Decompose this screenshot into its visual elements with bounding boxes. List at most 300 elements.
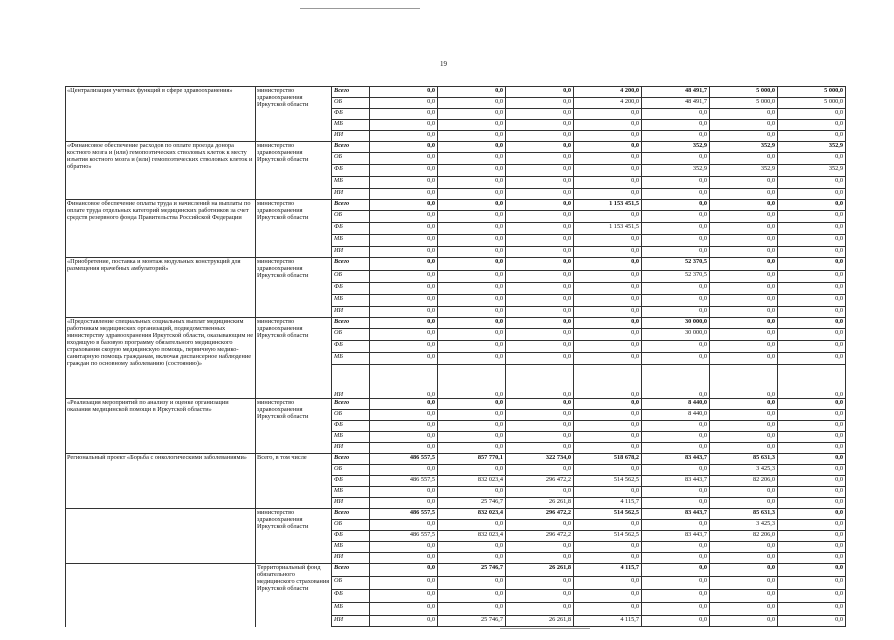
amount-cell: 0,0 [778, 432, 846, 443]
amount-cell: 0,0 [506, 283, 574, 295]
amount-cell: 0,0 [710, 353, 778, 365]
amount-cell: 0,0 [778, 365, 846, 399]
amount-cell: 0,0 [710, 487, 778, 498]
amount-cell: 82 206,0 [710, 531, 778, 542]
amount-cell: 0,0 [574, 443, 642, 454]
amount-cell: 0,0 [778, 553, 846, 564]
amount-cell: 296 472,2 [506, 531, 574, 542]
funding-source-cell: Всего [332, 318, 370, 329]
amount-cell: 0,0 [642, 590, 710, 603]
amount-cell: 0,0 [370, 318, 438, 329]
amount-cell: 0,0 [778, 564, 846, 577]
amount-cell: 0,0 [370, 603, 438, 616]
amount-cell: 0,0 [574, 410, 642, 421]
amount-cell: 352,9 [710, 142, 778, 153]
amount-cell: 832 023,4 [438, 509, 506, 520]
measure-description: Финансовое обеспечение оплаты труда и начислений на выплаты по оплате труда отдельных категорий медицинских работников за счет средств резервного фонда Правительства Российской Федерации [66, 200, 256, 258]
amount-cell: 0,0 [574, 307, 642, 318]
amount-cell: 52 370,5 [642, 271, 710, 283]
amount-cell: 0,0 [506, 189, 574, 200]
amount-cell: 82 206,0 [710, 476, 778, 487]
amount-cell: 25 746,7 [438, 616, 506, 627]
amount-cell: 832 023,4 [438, 476, 506, 487]
amount-cell: 0,0 [574, 211, 642, 223]
amount-cell: 0,0 [778, 454, 846, 465]
amount-cell: 0,0 [574, 465, 642, 476]
amount-cell: 514 562,5 [574, 509, 642, 520]
amount-cell: 0,0 [506, 365, 574, 399]
amount-cell: 0,0 [506, 432, 574, 443]
amount-cell: 0,0 [642, 189, 710, 200]
amount-cell: 0,0 [370, 590, 438, 603]
amount-cell: 0,0 [438, 247, 506, 258]
table-row [66, 454, 846, 465]
amount-cell: 0,0 [438, 177, 506, 189]
amount-cell: 0,0 [506, 131, 574, 142]
amount-cell: 0,0 [506, 341, 574, 353]
funding-source-cell: МБ [332, 177, 370, 189]
amount-cell: 0,0 [778, 465, 846, 476]
amount-cell: 0,0 [506, 410, 574, 421]
amount-cell: 0,0 [710, 120, 778, 131]
funding-source-cell: ИИ [332, 131, 370, 142]
amount-cell: 0,0 [778, 577, 846, 590]
amount-cell: 0,0 [574, 365, 642, 399]
amount-cell: 0,0 [370, 165, 438, 177]
amount-cell: 0,0 [710, 603, 778, 616]
amount-cell: 0,0 [370, 109, 438, 120]
amount-cell: 0,0 [778, 476, 846, 487]
amount-cell: 52 370,5 [642, 258, 710, 271]
amount-cell: 0,0 [438, 520, 506, 531]
amount-cell: 0,0 [574, 258, 642, 271]
funding-source-cell: ИИ [332, 247, 370, 258]
funding-source-cell: ФБ [332, 109, 370, 120]
amount-cell: 0,0 [574, 142, 642, 153]
executor-cell: министерство здравоохранения Иркутской области [256, 258, 332, 318]
amount-cell: 0,0 [710, 443, 778, 454]
amount-cell: 0,0 [778, 120, 846, 131]
amount-cell: 25 746,7 [438, 498, 506, 509]
amount-cell: 0,0 [370, 200, 438, 211]
amount-cell: 0,0 [506, 542, 574, 553]
amount-cell: 0,0 [642, 520, 710, 531]
amount-cell: 0,0 [642, 432, 710, 443]
amount-cell: 0,0 [710, 258, 778, 271]
amount-cell: 0,0 [574, 553, 642, 564]
amount-cell: 0,0 [370, 142, 438, 153]
funding-source-cell: ФБ [332, 283, 370, 295]
amount-cell: 0,0 [778, 443, 846, 454]
amount-cell: 0,0 [642, 542, 710, 553]
funding-source-cell: МБ [332, 432, 370, 443]
amount-cell: 0,0 [370, 564, 438, 577]
executor-cell: министерство здравоохранения Иркутской области [256, 87, 332, 142]
amount-cell: 0,0 [574, 235, 642, 247]
amount-cell: 26 261,8 [506, 498, 574, 509]
amount-cell: 0,0 [370, 177, 438, 189]
funding-source-cell: МБ [332, 235, 370, 247]
amount-cell: 0,0 [370, 487, 438, 498]
amount-cell: 4 115,7 [574, 616, 642, 627]
amount-cell: 0,0 [710, 247, 778, 258]
amount-cell: 0,0 [778, 520, 846, 531]
funding-source-cell: Всего [332, 200, 370, 211]
amount-cell: 0,0 [370, 520, 438, 531]
amount-cell: 0,0 [574, 341, 642, 353]
funding-source-cell: ОБ [332, 98, 370, 109]
amount-cell: 352,9 [642, 142, 710, 153]
amount-cell: 518 678,2 [574, 454, 642, 465]
amount-cell: 0,0 [370, 271, 438, 283]
amount-cell: 0,0 [438, 603, 506, 616]
funding-source-cell: ИИ [332, 553, 370, 564]
amount-cell: 0,0 [438, 211, 506, 223]
amount-cell: 0,0 [710, 498, 778, 509]
amount-cell: 0,0 [642, 353, 710, 365]
amount-cell: 514 562,5 [574, 531, 642, 542]
amount-cell: 0,0 [710, 421, 778, 432]
amount-cell: 0,0 [574, 177, 642, 189]
amount-cell: 0,0 [370, 258, 438, 271]
amount-cell: 0,0 [574, 283, 642, 295]
amount-cell: 0,0 [642, 498, 710, 509]
amount-cell: 0,0 [642, 616, 710, 627]
amount-cell: 0,0 [506, 223, 574, 235]
amount-cell: 0,0 [438, 235, 506, 247]
amount-cell: 0,0 [642, 235, 710, 247]
amount-cell: 514 562,5 [574, 476, 642, 487]
amount-cell: 0,0 [778, 189, 846, 200]
measure-description: «Финансовое обеспечение расходов по оплате проезда донора костного мозга и (или) гемопоэтических стволовых клеток к месту изъятия костного мозга и (или) гемопоэтических стволовых клеток и обратно» [66, 142, 256, 200]
funding-source-cell: ОБ [332, 211, 370, 223]
amount-cell: 0,0 [574, 295, 642, 307]
amount-cell: 0,0 [642, 211, 710, 223]
amount-cell: 0,0 [438, 200, 506, 211]
funding-source-cell: ОБ [332, 329, 370, 341]
amount-cell: 0,0 [642, 153, 710, 165]
amount-cell: 0,0 [642, 109, 710, 120]
amount-cell: 0,0 [438, 443, 506, 454]
amount-cell: 26 261,8 [506, 616, 574, 627]
amount-cell: 0,0 [642, 223, 710, 235]
amount-cell: 0,0 [642, 200, 710, 211]
measure-description [66, 509, 256, 564]
amount-cell: 0,0 [370, 189, 438, 200]
amount-cell: 0,0 [778, 509, 846, 520]
amount-cell: 0,0 [574, 329, 642, 341]
amount-cell: 0,0 [710, 295, 778, 307]
amount-cell: 0,0 [574, 271, 642, 283]
funding-source-cell: ОБ [332, 577, 370, 590]
amount-cell: 4 200,0 [574, 98, 642, 109]
amount-cell: 0,0 [778, 616, 846, 627]
amount-cell: 0,0 [574, 120, 642, 131]
amount-cell: 0,0 [710, 410, 778, 421]
page-number: 19 [440, 60, 447, 68]
budget-table-sheet [65, 86, 845, 627]
amount-cell: 0,0 [438, 189, 506, 200]
table-row [66, 318, 846, 329]
executor-cell: Территориальный фонд обязательного медицинского страхования Иркутской области [256, 564, 332, 627]
amount-cell: 0,0 [778, 307, 846, 318]
amount-cell: 0,0 [506, 590, 574, 603]
amount-cell: 857 770,1 [438, 454, 506, 465]
table-row [66, 564, 846, 577]
amount-cell: 0,0 [778, 247, 846, 258]
amount-cell: 0,0 [574, 577, 642, 590]
amount-cell: 4 200,0 [574, 87, 642, 98]
table-row [66, 258, 846, 271]
funding-source-cell: Всего [332, 142, 370, 153]
amount-cell: 0,0 [370, 443, 438, 454]
amount-cell: 0,0 [710, 271, 778, 283]
amount-cell: 0,0 [710, 283, 778, 295]
amount-cell: 0,0 [438, 410, 506, 421]
amount-cell: 0,0 [642, 283, 710, 295]
amount-cell: 0,0 [370, 577, 438, 590]
amount-cell: 0,0 [710, 318, 778, 329]
scan-artifact [500, 628, 590, 629]
amount-cell: 83 443,7 [642, 531, 710, 542]
amount-cell: 0,0 [438, 432, 506, 443]
amount-cell: 0,0 [778, 283, 846, 295]
amount-cell: 0,0 [438, 421, 506, 432]
funding-source-cell: ИИ [332, 189, 370, 200]
amount-cell: 0,0 [574, 165, 642, 177]
amount-cell: 0,0 [710, 200, 778, 211]
measure-description: «Реализация мероприятий по анализу и оценке организации оказания медицинской помощи в Иркутской области» [66, 399, 256, 454]
amount-cell: 0,0 [506, 271, 574, 283]
amount-cell: 0,0 [370, 87, 438, 98]
executor-cell: министерство здравоохранения Иркутской области [256, 399, 332, 454]
amount-cell: 0,0 [778, 200, 846, 211]
amount-cell: 352,9 [710, 165, 778, 177]
amount-cell: 0,0 [438, 283, 506, 295]
amount-cell: 486 557,5 [370, 531, 438, 542]
amount-cell: 0,0 [642, 177, 710, 189]
amount-cell: 352,9 [778, 165, 846, 177]
amount-cell: 0,0 [642, 487, 710, 498]
amount-cell: 0,0 [506, 177, 574, 189]
amount-cell: 0,0 [778, 271, 846, 283]
amount-cell: 5 000,0 [710, 87, 778, 98]
funding-source-cell: ИИ [332, 307, 370, 318]
amount-cell: 30 000,0 [642, 329, 710, 341]
funding-source-cell: МБ [332, 603, 370, 616]
amount-cell: 85 631,3 [710, 509, 778, 520]
funding-source-cell: ОБ [332, 271, 370, 283]
amount-cell: 83 443,7 [642, 509, 710, 520]
funding-source-cell: ОБ [332, 410, 370, 421]
amount-cell: 0,0 [438, 487, 506, 498]
funding-source-cell: ОБ [332, 153, 370, 165]
amount-cell: 4 115,7 [574, 498, 642, 509]
amount-cell: 0,0 [778, 399, 846, 410]
funding-source-cell: Всего [332, 87, 370, 98]
amount-cell: 0,0 [438, 271, 506, 283]
amount-cell: 0,0 [506, 200, 574, 211]
measure-description: «Приобретение, поставка и монтаж модульных конструкций для размещения врачебных амбулаторий» [66, 258, 256, 318]
funding-source-cell: ОБ [332, 465, 370, 476]
amount-cell: 0,0 [506, 120, 574, 131]
table-row [66, 509, 846, 520]
amount-cell: 0,0 [438, 165, 506, 177]
amount-cell: 0,0 [506, 329, 574, 341]
amount-cell: 0,0 [370, 153, 438, 165]
funding-source-cell: Всего [332, 509, 370, 520]
amount-cell: 0,0 [710, 177, 778, 189]
amount-cell: 0,0 [370, 295, 438, 307]
amount-cell: 486 557,5 [370, 454, 438, 465]
amount-cell: 0,0 [506, 235, 574, 247]
amount-cell: 83 443,7 [642, 454, 710, 465]
amount-cell: 0,0 [438, 318, 506, 329]
amount-cell: 0,0 [506, 318, 574, 329]
amount-cell: 0,0 [710, 329, 778, 341]
amount-cell: 352,9 [642, 165, 710, 177]
amount-cell: 48 491,7 [642, 87, 710, 98]
amount-cell: 0,0 [574, 590, 642, 603]
amount-cell: 0,0 [438, 465, 506, 476]
amount-cell: 0,0 [574, 353, 642, 365]
amount-cell: 0,0 [438, 109, 506, 120]
amount-cell: 0,0 [574, 318, 642, 329]
funding-source-cell: ФБ [332, 590, 370, 603]
amount-cell: 0,0 [438, 142, 506, 153]
amount-cell: 0,0 [642, 247, 710, 258]
funding-source-cell: ФБ [332, 165, 370, 177]
amount-cell: 0,0 [574, 542, 642, 553]
amount-cell: 0,0 [574, 153, 642, 165]
amount-cell: 0,0 [438, 223, 506, 235]
funding-source-cell: Всего [332, 564, 370, 577]
amount-cell: 0,0 [778, 603, 846, 616]
budget-table [65, 86, 846, 627]
amount-cell: 5 000,0 [778, 98, 846, 109]
amount-cell: 0,0 [574, 131, 642, 142]
table-row [66, 142, 846, 153]
funding-source-cell: Всего [332, 399, 370, 410]
amount-cell: 0,0 [778, 131, 846, 142]
amount-cell: 0,0 [370, 98, 438, 109]
amount-cell: 83 443,7 [642, 476, 710, 487]
amount-cell: 0,0 [506, 577, 574, 590]
table-row [66, 200, 846, 211]
amount-cell: 0,0 [710, 153, 778, 165]
amount-cell: 3 425,3 [710, 465, 778, 476]
executor-cell: министерство здравоохранения Иркутской области [256, 509, 332, 564]
amount-cell: 0,0 [506, 295, 574, 307]
amount-cell: 0,0 [574, 520, 642, 531]
amount-cell: 0,0 [574, 421, 642, 432]
funding-source-cell: Всего [332, 454, 370, 465]
amount-cell: 0,0 [438, 365, 506, 399]
amount-cell: 486 557,5 [370, 476, 438, 487]
amount-cell: 0,0 [642, 564, 710, 577]
amount-cell: 8 440,0 [642, 410, 710, 421]
table-row [66, 399, 846, 410]
amount-cell: 0,0 [370, 235, 438, 247]
amount-cell: 0,0 [574, 603, 642, 616]
amount-cell: 0,0 [438, 329, 506, 341]
amount-cell: 0,0 [438, 258, 506, 271]
amount-cell: 296 472,2 [506, 476, 574, 487]
amount-cell: 0,0 [506, 258, 574, 271]
executor-cell: министерство здравоохранения Иркутской области [256, 318, 332, 399]
amount-cell: 0,0 [506, 399, 574, 410]
amount-cell: 0,0 [574, 432, 642, 443]
funding-source-cell: ФБ [332, 531, 370, 542]
amount-cell: 0,0 [370, 131, 438, 142]
amount-cell: 0,0 [710, 577, 778, 590]
amount-cell: 0,0 [778, 109, 846, 120]
amount-cell: 0,0 [370, 329, 438, 341]
amount-cell: 0,0 [370, 421, 438, 432]
amount-cell: 0,0 [642, 341, 710, 353]
amount-cell: 0,0 [438, 353, 506, 365]
amount-cell: 0,0 [710, 616, 778, 627]
amount-cell: 8 440,0 [642, 399, 710, 410]
amount-cell: 0,0 [506, 553, 574, 564]
executor-cell: министерство здравоохранения Иркутской области [256, 200, 332, 258]
amount-cell: 0,0 [506, 421, 574, 432]
amount-cell: 3 425,3 [710, 520, 778, 531]
amount-cell: 0,0 [438, 295, 506, 307]
funding-source-cell: МБ [332, 542, 370, 553]
amount-cell: 0,0 [370, 365, 438, 399]
amount-cell: 0,0 [438, 307, 506, 318]
scan-artifact [300, 8, 420, 9]
amount-cell: 0,0 [710, 131, 778, 142]
amount-cell: 832 023,4 [438, 531, 506, 542]
amount-cell: 0,0 [506, 487, 574, 498]
measure-description [66, 564, 256, 627]
amount-cell: 0,0 [710, 553, 778, 564]
amount-cell: 0,0 [642, 120, 710, 131]
amount-cell: 0,0 [438, 341, 506, 353]
amount-cell: 322 734,0 [506, 454, 574, 465]
amount-cell: 0,0 [778, 353, 846, 365]
measure-description: Региональный проект «Борьба с онкологическими заболеваниями» [66, 454, 256, 509]
amount-cell: 0,0 [778, 410, 846, 421]
amount-cell: 0,0 [370, 465, 438, 476]
amount-cell: 0,0 [438, 153, 506, 165]
amount-cell: 0,0 [778, 421, 846, 432]
amount-cell: 0,0 [778, 318, 846, 329]
amount-cell: 0,0 [506, 165, 574, 177]
amount-cell: 0,0 [370, 223, 438, 235]
amount-cell: 0,0 [370, 432, 438, 443]
measure-description: «Централизация учетных функций в сфере здравоохранения» [66, 87, 256, 142]
amount-cell: 0,0 [778, 235, 846, 247]
funding-source-cell: ФБ [332, 421, 370, 432]
amount-cell: 30 000,0 [642, 318, 710, 329]
executor-cell: Всего, в том числе [256, 454, 332, 509]
amount-cell: 0,0 [438, 98, 506, 109]
amount-cell: 48 491,7 [642, 98, 710, 109]
funding-source-cell: МБ [332, 487, 370, 498]
amount-cell: 0,0 [370, 341, 438, 353]
amount-cell: 0,0 [370, 498, 438, 509]
amount-cell: 0,0 [710, 189, 778, 200]
amount-cell: 0,0 [506, 153, 574, 165]
funding-source-cell: Всего [332, 258, 370, 271]
amount-cell: 0,0 [370, 247, 438, 258]
funding-source-cell: МБ [332, 295, 370, 307]
amount-cell: 0,0 [778, 211, 846, 223]
funding-source-cell: ИИ [332, 443, 370, 454]
